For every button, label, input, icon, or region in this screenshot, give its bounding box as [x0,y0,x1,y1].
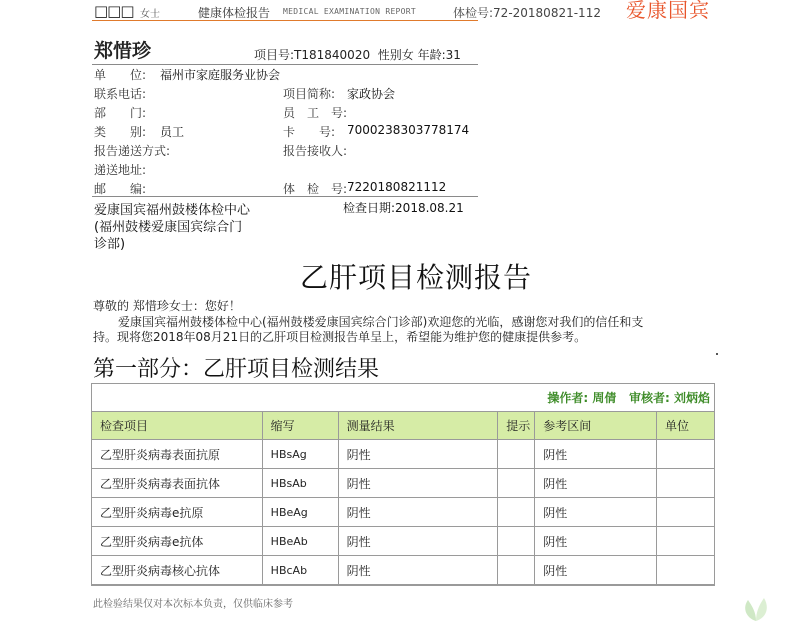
abbr-cell: HBsAg [262,440,338,469]
exam-label: 体 检 号: [283,182,348,196]
item-cell: 乙型肝炎病毒e抗原 [92,498,263,527]
center-name-line2: (福州鼓楼爱康国宾综合门 [94,220,243,235]
unit-cell [657,498,715,527]
results-table [91,383,715,586]
hint-cell [498,440,535,469]
abbr-cell: HBeAg [262,498,338,527]
result-cell: 阴性 [338,556,498,585]
category-label: 类 别: [94,125,147,139]
reference-cell: 阴性 [535,556,657,585]
project-short-label: 项目简称: [283,87,336,101]
patient-meta: 项目号:T181840020 性别女 年龄:31 [254,48,461,62]
postcode-label: 邮 编: [94,182,147,196]
operator-row [92,384,714,411]
patient-name: 郑惜珍 [94,40,152,62]
hint-cell [498,527,535,556]
abbr-cell: HBcAb [262,556,338,585]
fields-divider [92,196,478,197]
report-title-cn: 健康体检报告 [198,6,271,20]
column-header: 测量结果 [338,412,498,440]
hint-cell [498,498,535,527]
greeting-para-line2: 持。现将您2018年08月21日的乙肝项目检测报告单呈上，希望能为维护您的健康提供参考。 [93,330,587,344]
result-cell: 阴性 [338,527,498,556]
result-cell: 阴性 [338,440,498,469]
table-header-row [92,412,715,440]
operator-info: 操作者: 周倩 审核者: 刘炳焰 [547,391,710,405]
greeting-para-line1: 爱康国宾福州鼓楼体检中心(福州鼓楼爱康国宾综合门诊部)欢迎您的光临，感谢您对我们的信任和支 [118,315,644,329]
center-name-line1: 爱康国宾福州鼓楼体检中心 [94,203,251,218]
unit-cell [657,440,715,469]
result-cell: 阴性 [338,498,498,527]
unit-cell [657,556,715,585]
card-value: 7000238303778174 [347,123,470,137]
table-row [92,440,715,469]
header-rule [92,20,478,21]
section-title: 第一部分：乙肝项目检测结果 [93,357,380,382]
category-value: 员工 [160,125,185,139]
unit-cell [657,527,715,556]
staff-no-label: 员 工 号: [283,106,348,120]
abbr-cell: HBeAb [262,527,338,556]
item-cell: 乙型肝炎病毒表面抗体 [92,469,263,498]
header-exam-no: 体检号:72-20180821-112 [453,6,601,20]
column-header: 检查项目 [92,412,263,440]
leaf-logo-icon [738,588,774,624]
name-divider [92,64,478,65]
project-short-value: 家政协会 [347,87,396,101]
phone-label: 联系电话: [94,87,147,101]
item-cell: 乙型肝炎病毒核心抗体 [92,556,263,585]
card-label: 卡 号: [283,125,336,139]
header-gender: 女士 [140,9,160,20]
reference-cell: 阴性 [535,527,657,556]
dept-label: 部 门: [94,106,147,120]
unit-label: 单 位: [94,68,147,82]
unit-value: 福州市家庭服务业协会 [160,68,281,82]
results-grid [91,411,715,585]
brand-logo-text: 爱康国宾 [626,0,710,22]
report-title-en: MEDICAL EXAMINATION REPORT [283,7,417,16]
hint-cell [498,556,535,585]
exam-value: 7220180821112 [347,180,447,194]
greeting-salutation: 尊敬的 郑惜珍女士：您好！ [93,299,241,313]
delivery-label: 报告递送方式: [94,144,171,158]
item-cell: 乙型肝炎病毒表面抗原 [92,440,263,469]
table-row [92,556,715,585]
table-row [92,527,715,556]
footer-disclaimer: 此检验结果仅对本次标本负责，仅供临床参考 [93,599,293,610]
center-name-line3: 诊部) [94,237,126,252]
column-header: 缩写 [262,412,338,440]
reference-cell: 阴性 [535,440,657,469]
address-label: 递送地址: [94,163,147,177]
report-title: 乙肝项目检测报告 [300,261,533,294]
placeholder-boxes: □□□ [94,2,134,20]
abbr-cell: HBsAb [262,469,338,498]
unit-cell [657,469,715,498]
table-row [92,469,715,498]
reference-cell: 阴性 [535,498,657,527]
receiver-label: 报告接收人: [283,144,348,158]
table-row [92,498,715,527]
exam-date: 检查日期:2018.08.21 [343,201,464,215]
column-header: 单位 [657,412,715,440]
hint-cell [498,469,535,498]
item-cell: 乙型肝炎病毒e抗体 [92,527,263,556]
reference-cell: 阴性 [535,469,657,498]
result-cell: 阴性 [338,469,498,498]
column-header: 参考区间 [535,412,657,440]
column-header: 提示 [498,412,535,440]
stray-dot [716,353,718,355]
